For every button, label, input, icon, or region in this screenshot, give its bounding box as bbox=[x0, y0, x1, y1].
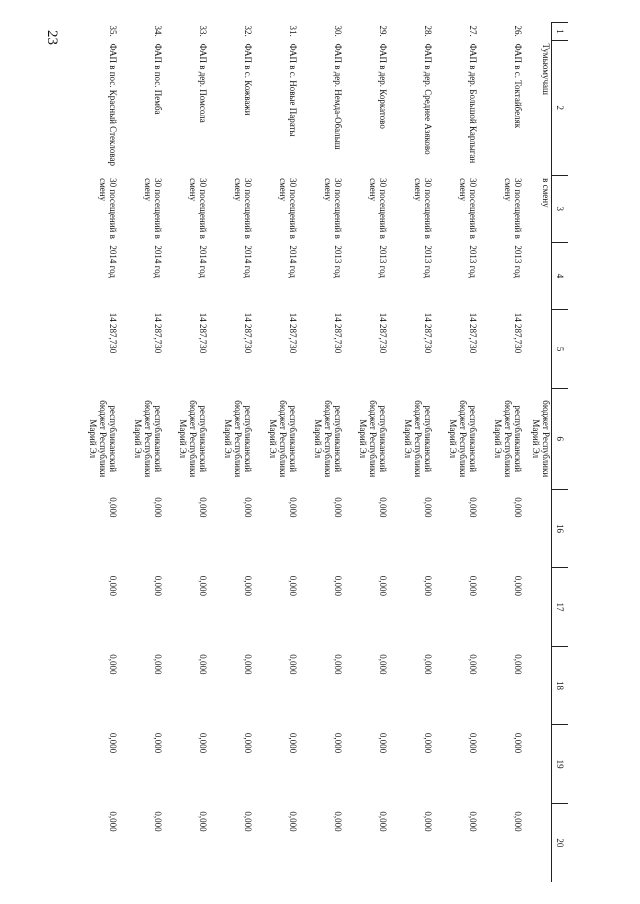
cell-v20: 0,000 bbox=[198, 811, 209, 832]
cell-capacity: 30 посещений в смену bbox=[413, 178, 434, 239]
cell-cost: 14 287,730 bbox=[423, 312, 434, 354]
cell-v16: 0,000 bbox=[513, 497, 524, 518]
cell-num: 33. bbox=[198, 25, 209, 37]
cell-v16: 0,000 bbox=[198, 497, 209, 518]
cell-v20: 0,000 bbox=[288, 811, 299, 832]
header-cell: 5 bbox=[552, 310, 569, 389]
cell-v17: 0,000 bbox=[243, 575, 254, 596]
cell-cost bbox=[524, 310, 552, 389]
header-cell: 1 bbox=[552, 23, 569, 41]
cell-v20: 0,000 bbox=[108, 811, 119, 832]
header-cell: 4 bbox=[552, 242, 569, 309]
cell-name: ФАП в с. Токтайбеляк bbox=[513, 43, 524, 129]
cell-cost: 14 287,730 bbox=[333, 312, 344, 354]
cell-v16: 0,000 bbox=[153, 497, 164, 518]
cell-v18: 0,000 bbox=[153, 654, 164, 675]
table-header bbox=[552, 23, 569, 883]
cell-year: 2013 год bbox=[513, 245, 524, 278]
header-cell: 16 bbox=[552, 489, 569, 568]
cell-source: республиканский бюджет Республики Марий Эл bbox=[133, 400, 164, 478]
table-row bbox=[434, 23, 479, 883]
header-cell: 6 bbox=[552, 388, 569, 489]
cell-cost: 14 287,730 bbox=[243, 312, 254, 354]
cell-v18 bbox=[524, 646, 552, 725]
cell-source: республиканский бюджет Республики Марий Эл bbox=[493, 400, 524, 478]
table-row bbox=[254, 23, 299, 883]
cell-source: республиканский бюджет Республики Марий Эл bbox=[448, 400, 479, 478]
cell-year: 2014 год bbox=[243, 245, 254, 278]
cell-source: республиканский бюджет Республики Марий Эл bbox=[403, 400, 434, 478]
cell-v17: 0,000 bbox=[108, 575, 119, 596]
header-cell: 18 bbox=[552, 646, 569, 725]
rotated-table-container bbox=[88, 22, 568, 882]
cell-cost: 14 287,730 bbox=[108, 312, 119, 354]
cell-v17: 0,000 bbox=[378, 575, 389, 596]
cell-v17: 0,000 bbox=[468, 575, 479, 596]
cell-v17: 0,000 bbox=[198, 575, 209, 596]
table-row bbox=[119, 23, 164, 883]
cell-num: 31. bbox=[288, 25, 299, 37]
cell-capacity: 30 посещений в смену bbox=[278, 178, 299, 239]
cell-v17: 0,000 bbox=[423, 575, 434, 596]
cell-year bbox=[524, 242, 552, 309]
cell-v19: 0,000 bbox=[243, 732, 254, 754]
table-row bbox=[479, 23, 524, 883]
cell-num bbox=[524, 23, 552, 41]
cell-v20: 0,000 bbox=[153, 811, 164, 832]
cell-cost: 14 287,730 bbox=[153, 312, 164, 354]
cell-v18: 0,000 bbox=[108, 654, 119, 675]
cell-cost: 14 287,730 bbox=[288, 312, 299, 354]
cell-num: 27. bbox=[468, 25, 479, 37]
cell-capacity: 30 посещений в смену bbox=[458, 178, 479, 239]
cell-v19: 0,000 bbox=[423, 732, 434, 754]
cell-v19: 0,000 bbox=[153, 732, 164, 754]
cell-v17: 0,000 bbox=[333, 575, 344, 596]
table-row bbox=[209, 23, 254, 883]
cell-capacity: 30 посещений в смену bbox=[233, 178, 254, 239]
cell-num: 30. bbox=[333, 25, 344, 37]
cell-v20: 0,000 bbox=[243, 811, 254, 832]
table-row bbox=[344, 23, 389, 883]
cell-v18: 0,000 bbox=[333, 654, 344, 675]
cell-v16 bbox=[524, 489, 552, 568]
cell-source: республиканский бюджет Республики Марий Эл bbox=[223, 400, 254, 478]
cell-v18: 0,000 bbox=[378, 654, 389, 675]
cell-year: 2013 год bbox=[378, 245, 389, 278]
cell-v20: 0,000 bbox=[513, 811, 524, 832]
cell-capacity: 30 посещений в смену bbox=[368, 178, 389, 239]
cell-v18: 0,000 bbox=[198, 654, 209, 675]
cell-name: ФАП в дер. Коркатово bbox=[378, 43, 389, 129]
cell-v16: 0,000 bbox=[108, 497, 119, 518]
cell-v17: 0,000 bbox=[153, 575, 164, 596]
cell-year: 2013 год bbox=[333, 245, 344, 278]
cell-v19: 0,000 bbox=[333, 732, 344, 754]
cell-v20: 0,000 bbox=[423, 811, 434, 832]
cell-v16: 0,000 bbox=[288, 497, 299, 518]
cell-num: 29. bbox=[378, 25, 389, 37]
cell-cost: 14 287,730 bbox=[513, 312, 524, 354]
cell-source: республиканский бюджет Республики Марий Эл bbox=[313, 400, 344, 478]
cell-year: 2014 год bbox=[198, 245, 209, 278]
cell-v18: 0,000 bbox=[288, 654, 299, 675]
cell-v16: 0,000 bbox=[423, 497, 434, 518]
cell-cost: 14 287,730 bbox=[468, 312, 479, 354]
cell-name: ФАП в пос. Красный Стекловар bbox=[108, 43, 119, 166]
table-row bbox=[389, 23, 434, 883]
cell-v16: 0,000 bbox=[468, 497, 479, 518]
cell-name: ФАП в дер. Помсола bbox=[198, 43, 209, 123]
cell-v19: 0,000 bbox=[513, 732, 524, 754]
cell-cost: 14 287,730 bbox=[198, 312, 209, 354]
header-cell: 19 bbox=[552, 725, 569, 804]
cell-v19: 0,000 bbox=[378, 732, 389, 754]
cell-v17: 0,000 bbox=[288, 575, 299, 596]
cell-capacity: 30 посещений в смену bbox=[98, 178, 119, 239]
cell-v16: 0,000 bbox=[243, 497, 254, 518]
header-cell: 2 bbox=[552, 40, 569, 175]
cell-name: ФАП в дер. Немда-Обалыш bbox=[333, 43, 344, 150]
cell-v17 bbox=[524, 568, 552, 647]
table-row bbox=[74, 23, 119, 883]
cell-name: ФАП в с. Новые Параты bbox=[288, 43, 299, 137]
cell-v20: 0,000 bbox=[378, 811, 389, 832]
page-number: 23 bbox=[44, 30, 60, 45]
cell-v18: 0,000 bbox=[468, 654, 479, 675]
cell-v19: 0,000 bbox=[288, 732, 299, 754]
cell-cost: 14 287,730 bbox=[378, 312, 389, 354]
cell-name: Тумьюмучаш bbox=[541, 43, 551, 95]
cell-source: бюджет Республики Марий Эл bbox=[531, 400, 551, 478]
cell-capacity: 30 посещений в смену bbox=[323, 178, 344, 239]
header-cell: 17 bbox=[552, 568, 569, 647]
cell-name: ФАП в с. Кожважи bbox=[243, 43, 254, 116]
cell-v18: 0,000 bbox=[243, 654, 254, 675]
cell-name: ФАП в дер. Среднее Азяково bbox=[423, 43, 434, 155]
cell-name: ФАП в пос. Пемба bbox=[153, 43, 164, 115]
table-row bbox=[164, 23, 209, 883]
cell-source: республиканский бюджет Республики Марий Эл bbox=[358, 400, 389, 478]
cell-v16: 0,000 bbox=[378, 497, 389, 518]
cell-capacity: в смену bbox=[541, 178, 551, 208]
cell-v19: 0,000 bbox=[468, 732, 479, 754]
cell-name: ФАП в дер. Большой Карлыган bbox=[468, 43, 479, 164]
cell-year: 2013 год bbox=[468, 245, 479, 278]
cell-num: 28. bbox=[423, 25, 434, 37]
cell-v18: 0,000 bbox=[513, 654, 524, 675]
cell-year: 2014 год bbox=[108, 245, 119, 278]
facilities-table bbox=[74, 22, 569, 882]
cell-v16: 0,000 bbox=[333, 497, 344, 518]
cell-year: 2014 год bbox=[153, 245, 164, 278]
cell-num: 26. bbox=[513, 25, 524, 37]
cell-capacity: 30 посещений в смену bbox=[503, 178, 524, 239]
header-cell: 20 bbox=[552, 803, 569, 882]
cell-v17: 0,000 bbox=[513, 575, 524, 596]
cell-year: 2013 год bbox=[423, 245, 434, 278]
cell-year: 2014 год bbox=[288, 245, 299, 278]
table-row-continuation bbox=[524, 23, 552, 883]
cell-capacity: 30 посещений в смену bbox=[188, 178, 209, 239]
cell-num: 34. bbox=[153, 25, 164, 37]
cell-v20 bbox=[524, 803, 552, 882]
header-cell: 3 bbox=[552, 175, 569, 242]
table-body bbox=[74, 23, 552, 883]
cell-source: республиканский бюджет Республики Марий Эл bbox=[268, 400, 299, 478]
cell-num: 35. bbox=[108, 25, 119, 37]
cell-v20: 0,000 bbox=[333, 811, 344, 832]
cell-capacity: 30 посещений в смену bbox=[143, 178, 164, 239]
cell-v20: 0,000 bbox=[468, 811, 479, 832]
cell-source: республиканский бюджет Республики Марий Эл bbox=[88, 400, 119, 478]
cell-v19 bbox=[524, 725, 552, 804]
cell-num: 32. bbox=[243, 25, 254, 37]
cell-v19: 0,000 bbox=[108, 732, 119, 754]
cell-v18: 0,000 bbox=[423, 654, 434, 675]
cell-source: республиканский бюджет Республики Марий Эл bbox=[178, 400, 209, 478]
cell-v19: 0,000 bbox=[198, 732, 209, 754]
table-row bbox=[299, 23, 344, 883]
header-row bbox=[552, 23, 569, 883]
